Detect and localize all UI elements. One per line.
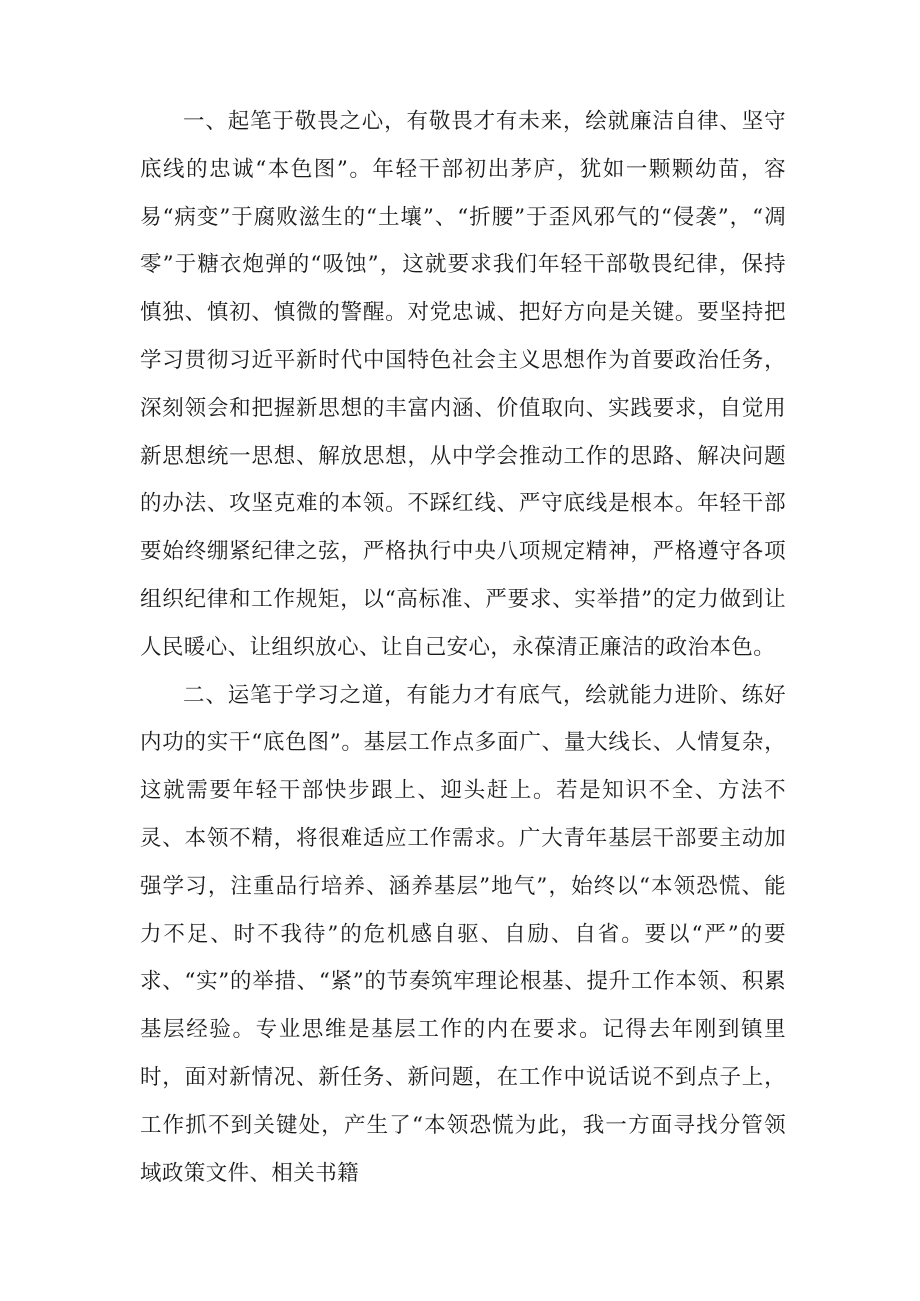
- document-body: [140, 98, 786, 1197]
- paragraph-2: 二、运笔于学习之道，有能力才有底气，绘就能力进阶、练好内功的实干“底色图”。基层工作点多面广、量大线长、人情复杂，这就需要年轻干部快步跟上、迎头赶上。若是知识不全、方法不灵、本领不精，将很难适应工作需求。广大青年基层干部要主动加强学习，注重品行培养、涵养基层”地气”，始终以“本领恐慌、能力不足、时不我待”的危机感自驱、自励、自省。要以“严”的要求、“实”的举措、“紧”的节奏筑牢理论根基、提升工作本领、积累基层经验。专业思维是基层工作的内在要求。记得去年刚到镇里时，面对新情况、新任务、新问题，在工作中说话说不到点子上，工作抓不到关键处，产生了“本领恐慌为此，我一方面寻找分管领域政策文件、相关书籍: [140, 682, 786, 1186]
- paragraph-1: 一、起笔于敬畏之心，有敬畏才有未来，绘就廉洁自律、坚守底线的忠诚“本色图”。年轻干部初出茅庐，犹如一颗颗幼苗，容易“病变”于腐败滋生的“土壤”、“折腰”于歪风邪气的“侵袭”，“凋零”于糖衣炮弹的“吸蚀”，这就要求我们年轻干部敬畏纪律，保持慎独、慎初、慎微的警醒。对党忠诚、把好方向是关键。要坚持把学习贯彻习近平新时代中国特色社会主义思想作为首要政治任务，深刻领会和把握新思想的丰富内涵、价值取向、实践要求，自觉用新思想统一思想、解放思想，从中学会推动工作的思路、解决问题的办法、攻坚克难的本领。不踩红线、严守底线是根本。年轻干部要始终绷紧纪律之弦，严格执行中央八项规定精神，严格遵守各项组织纪律和工作规矩，以“高标准、严要求、实举措”的定力做到让人民暖心、让组织放心、让自己安心，永葆清正廉洁的政治本色。: [140, 109, 786, 660]
